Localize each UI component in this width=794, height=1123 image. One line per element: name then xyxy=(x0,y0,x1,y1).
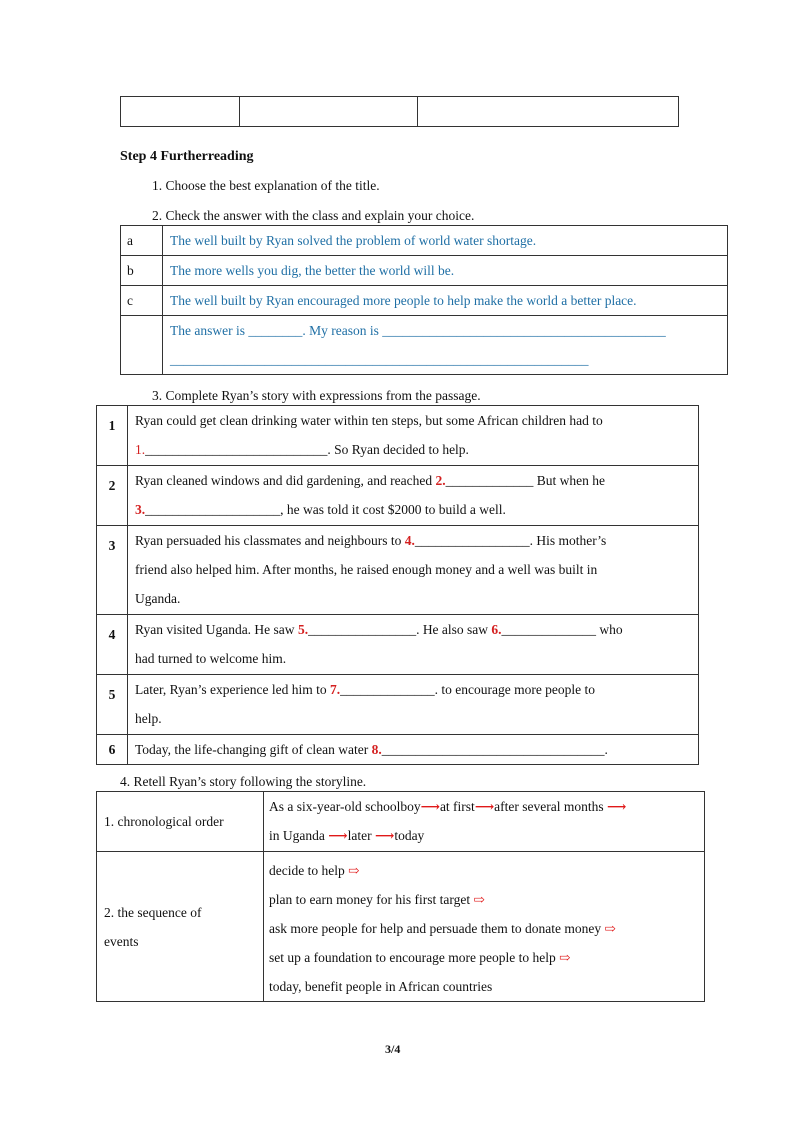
blank-line: _________________________________ xyxy=(381,742,605,757)
storyline-item: at first xyxy=(439,799,475,814)
story-text: Later, Ryan’s experience led him to xyxy=(135,682,330,697)
story-text: , he was told it cost $2000 to build a well. xyxy=(280,502,506,517)
hollow-right-arrow-icon: ⇨ xyxy=(473,892,485,907)
long-right-arrow-icon: ⟶ xyxy=(474,799,495,814)
storyline-item: after several months xyxy=(494,799,604,814)
instruction-1: 1. Choose the best explanation of the title. xyxy=(152,178,380,193)
row-number: 1 xyxy=(97,406,128,466)
instruction-4: 4. Retell Ryan’s story following the storyline. xyxy=(120,774,367,789)
blank-line: ______________ xyxy=(340,682,435,697)
storyline-table xyxy=(96,791,705,1002)
blank-number: 4. xyxy=(404,533,415,548)
story-row-2 xyxy=(128,466,699,526)
blank-number: 5. xyxy=(297,622,309,637)
story-text: who xyxy=(596,622,623,637)
story-text: friend also helped him. After months, he raised enough money and a well was built in xyxy=(135,562,598,577)
story-text: Ryan cleaned windows and did gardening, and reached xyxy=(135,473,436,488)
instruction-3: 3. Complete Ryan’s story with expressions from the passage. xyxy=(152,388,481,403)
choice-a-text: The well built by Ryan solved the problem of world water shortage. xyxy=(163,226,728,256)
blank-number: 7. xyxy=(329,682,341,697)
sequence-of-events-items xyxy=(264,852,705,1002)
choice-b-text: The more wells you dig, the better the world will be. xyxy=(163,256,728,286)
answer-cell xyxy=(163,316,728,375)
choice-c-text: The well built by Ryan encouraged more people to help make the world a better place. xyxy=(163,286,728,316)
storyline-item: today xyxy=(394,828,425,843)
blank-line: _____________ xyxy=(445,473,534,488)
answer-label-cell xyxy=(121,316,163,375)
story-text: Ryan persuaded his classmates and neighbours to xyxy=(135,533,405,548)
story-text: help. xyxy=(135,711,162,726)
story-text: Today, the life-changing gift of clean water xyxy=(135,742,372,757)
long-right-arrow-icon: ⟶ xyxy=(420,799,440,814)
story-text: . His mother’s xyxy=(529,533,607,548)
story-text: . So Ryan decided to help. xyxy=(327,442,469,457)
reason-blank: __________________________________________ xyxy=(382,323,666,338)
choice-letter: b xyxy=(121,256,163,286)
empty-cell xyxy=(121,97,240,127)
story-row-1 xyxy=(128,406,699,466)
row-number: 2 xyxy=(97,466,128,526)
blank-number: 1. xyxy=(135,442,146,457)
sequence-item: plan to earn money for his first target xyxy=(269,892,471,907)
sequence-item: today, benefit people in African countries xyxy=(269,979,493,994)
blank-number: 8. xyxy=(371,742,382,757)
sequence-label-line: events xyxy=(104,933,139,949)
answer-middle: . My reason is xyxy=(302,323,383,338)
blank-number: 2. xyxy=(435,473,446,488)
storyline-item: As a six-year-old schoolboy xyxy=(269,799,421,814)
story-row-5 xyxy=(128,675,699,735)
row-number: 6 xyxy=(97,735,128,765)
long-right-arrow-icon: ⟶ xyxy=(607,799,627,814)
hollow-right-arrow-icon: ⇨ xyxy=(604,921,616,936)
story-row-3 xyxy=(128,526,699,615)
storyline-item: in Uganda xyxy=(269,828,325,843)
blank-line: ___________________________ xyxy=(145,442,328,457)
story-text: But when he xyxy=(533,473,605,488)
page-number: 3/4 xyxy=(385,1042,401,1056)
hollow-right-arrow-icon: ⇨ xyxy=(348,863,360,878)
sequence-item: decide to help xyxy=(269,863,345,878)
choice-letter: a xyxy=(121,226,163,256)
choice-letter: c xyxy=(121,286,163,316)
row-number: 4 xyxy=(97,615,128,675)
top-empty-table xyxy=(120,96,679,127)
story-text: . xyxy=(604,742,608,757)
story-table xyxy=(96,405,699,765)
blank-line: ________________ xyxy=(308,622,417,637)
story-text: Uganda. xyxy=(135,591,181,606)
row-number: 3 xyxy=(97,526,128,615)
story-text: had turned to welcome him. xyxy=(135,651,287,666)
sequence-of-events-label xyxy=(97,852,264,1002)
blank-line: ____________________ xyxy=(145,502,281,517)
answer-blank: ________ xyxy=(248,323,303,338)
storyline-item: later xyxy=(347,828,372,843)
row-number: 5 xyxy=(97,675,128,735)
empty-cell xyxy=(240,97,418,127)
reason-blank-2: ______________________________________________________________ xyxy=(170,352,589,367)
sequence-item: ask more people for help and persuade them to donate money xyxy=(269,921,602,936)
story-text: Ryan could get clean drinking water within ten steps, but some African children had to xyxy=(135,413,603,428)
instruction-2: 2. Check the answer with the class and explain your choice. xyxy=(152,208,475,223)
empty-cell xyxy=(418,97,679,127)
choices-table xyxy=(120,225,728,375)
story-text: Ryan visited Uganda. He saw xyxy=(135,622,298,637)
blank-line: _________________ xyxy=(414,533,530,548)
sequence-label-line: 2. the sequence of xyxy=(104,904,202,920)
answer-prefix: The answer is xyxy=(170,323,249,338)
long-right-arrow-icon: ⟶ xyxy=(374,828,395,843)
blank-line: ______________ xyxy=(501,622,597,637)
story-row-6 xyxy=(128,735,699,765)
chronological-order-label: 1. chronological order xyxy=(97,792,264,852)
chronological-order-items xyxy=(264,792,705,852)
story-row-4 xyxy=(128,615,699,675)
blank-number: 3. xyxy=(135,502,146,517)
story-text: . to encourage more people to xyxy=(434,682,596,697)
long-right-arrow-icon: ⟶ xyxy=(328,828,348,843)
story-text: . He also saw xyxy=(416,622,492,637)
sequence-item: set up a foundation to encourage more people to help xyxy=(269,950,556,965)
hollow-right-arrow-icon: ⇨ xyxy=(559,950,571,965)
step-heading: Step 4 Furtherreading xyxy=(120,149,254,164)
blank-number: 6. xyxy=(491,622,502,637)
